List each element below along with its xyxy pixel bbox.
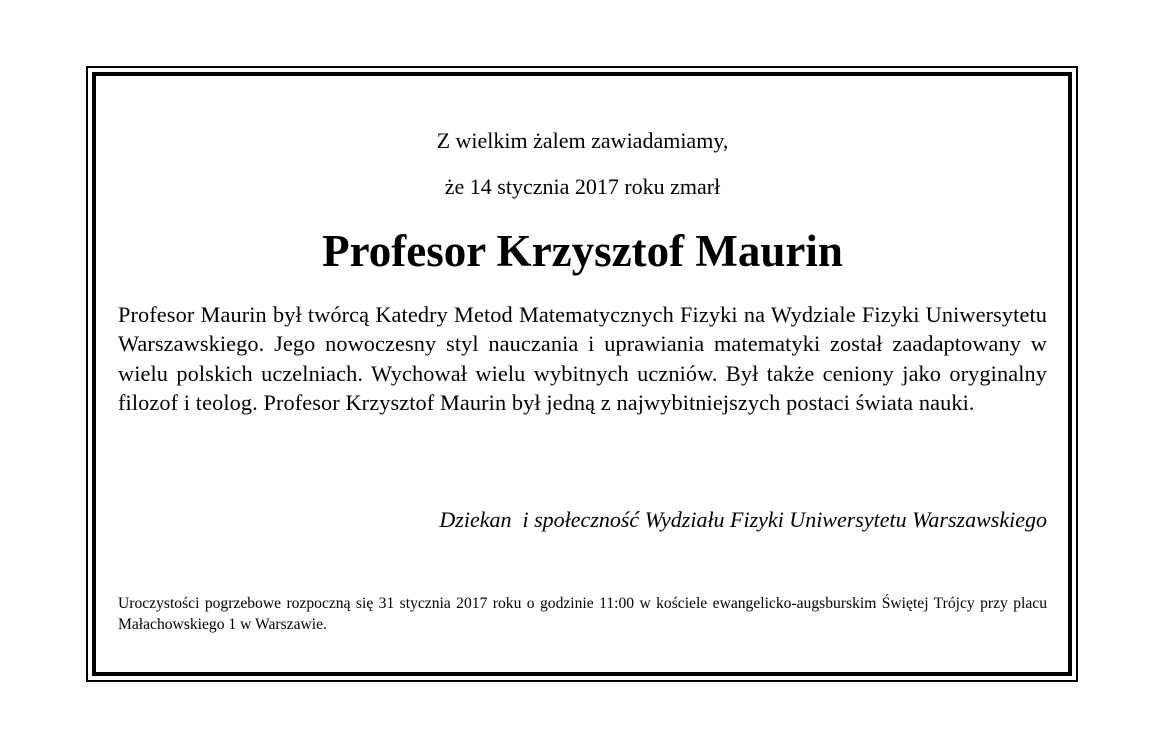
biography-paragraph: Profesor Maurin był twórcą Katedry Metod Matematycznych Fizyki na Wydziale Fizyki Uniwersytetu Warszawskiego. Jego nowoczesny styl nauczania i uprawiania matematyki został zaadaptowany w wielu polskich uczelniach. Wychował wielu wybitnych uczniów. Był także ceniony jako oryginalny filozof i teolog. Profesor Krzysztof Maurin był jedną z najwybitniejszych postaci świata nauki. (118, 302, 1047, 416)
signature-line: Dziekan i społeczność Wydziału Fizyki Uniwersytetu Warszawskiego (439, 507, 1047, 532)
deceased-name: Profesor Krzysztof Maurin (322, 226, 843, 276)
funeral-info: Uroczystości pogrzebowe rozpoczną się 31 stycznia 2017 roku o godzinie 11:00 w kościele ewangelicko-augsburskim Świętej Trójcy przy placu Małachowskiego 1 w Warszawie. (118, 595, 1047, 633)
intro-line-2: że 14 stycznia 2017 roku zmarł (444, 174, 721, 199)
intro-line-1: Z wielkim żalem zawiadamiamy, (436, 128, 729, 153)
